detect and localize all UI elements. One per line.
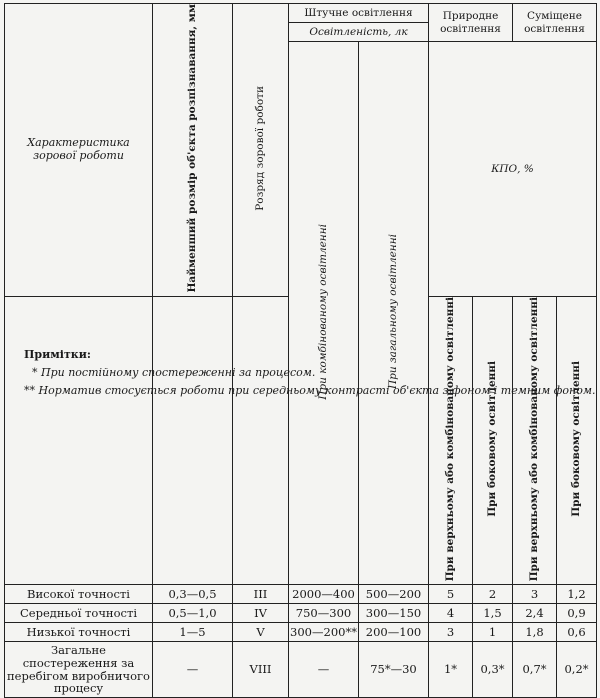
- cell-mix-side: 0,6: [557, 623, 597, 642]
- cell-category: VIII: [233, 642, 289, 698]
- header-blank-category: [233, 296, 289, 585]
- cell-general: 300—150: [359, 604, 429, 623]
- notes-title: Примітки:: [24, 348, 91, 361]
- table-row: [5, 642, 597, 698]
- table-row: [5, 604, 597, 623]
- row-label: Загальне спостереження за перебігом виробничого процесу: [5, 642, 153, 698]
- row-label: Високої точності: [5, 585, 153, 604]
- header-blank-size: [153, 296, 233, 585]
- cell-mix-top: 1,8: [513, 623, 557, 642]
- header-row-1: [5, 4, 597, 23]
- header-kpo: КПО, %: [429, 42, 597, 297]
- cell-general: 500—200: [359, 585, 429, 604]
- header-mix-side: При боковому освітленні: [557, 296, 597, 585]
- cell-nat-top: 5: [429, 585, 473, 604]
- cell-nat-side: 1: [473, 623, 513, 642]
- cell-mix-side: 0,9: [557, 604, 597, 623]
- cell-category: IV: [233, 604, 289, 623]
- header-combined-light: При комбінованому освітленні: [289, 42, 359, 585]
- cell-nat-side: 0,3*: [473, 642, 513, 698]
- header-artificial: Штучне освітлення: [289, 4, 429, 23]
- header-category: Розряд зорової роботи: [233, 4, 289, 297]
- cell-mix-top: 0,7*: [513, 642, 557, 698]
- header-general-light: При загальному освітленні: [359, 42, 429, 585]
- header-mix-top: При верхньому або комбінованому освітленні: [513, 296, 557, 585]
- cell-mix-side: 1,2: [557, 585, 597, 604]
- cell-combined: 750—300: [289, 604, 359, 623]
- table-row: [5, 585, 597, 604]
- cell-nat-top: 3: [429, 623, 473, 642]
- cell-nat-top: 1*: [429, 642, 473, 698]
- cell-combined: —: [289, 642, 359, 698]
- table-row: [5, 623, 597, 642]
- header-natural: Природне освітлення: [429, 4, 513, 42]
- notes-block: [24, 346, 596, 400]
- row-label: Середньої точності: [5, 604, 153, 623]
- note-2: ** Норматив стосується роботи при середньому контрасті об'єкта з фоном і темним фоном.: [24, 384, 596, 397]
- header-characteristic: Характеристика зорової роботи: [5, 4, 153, 297]
- cell-general: 75*—30: [359, 642, 429, 698]
- cell-general: 200—100: [359, 623, 429, 642]
- cell-mix-top: 3: [513, 585, 557, 604]
- cell-nat-side: 2: [473, 585, 513, 604]
- cell-mix-top: 2,4: [513, 604, 557, 623]
- header-nat-top: При верхньому або комбінованому освітленні: [429, 296, 473, 585]
- cell-nat-side: 1,5: [473, 604, 513, 623]
- cell-category: III: [233, 585, 289, 604]
- cell-size: —: [153, 642, 233, 698]
- note-1: * При постійному спостереженні за процесом.: [32, 366, 316, 379]
- cell-mix-side: 0,2*: [557, 642, 597, 698]
- header-blank-char: [5, 296, 153, 585]
- cell-nat-top: 4: [429, 604, 473, 623]
- cell-category: V: [233, 623, 289, 642]
- header-mixed: Суміщене освітлення: [513, 4, 597, 42]
- header-nat-side: При боковому освітленні: [473, 296, 513, 585]
- header-illuminance: Освітленість, лк: [289, 23, 429, 42]
- header-min-size: Найменший розмір об'єкта розпізнавання, мм: [153, 4, 233, 297]
- cell-combined: 2000—400: [289, 585, 359, 604]
- cell-size: 0,3—0,5: [153, 585, 233, 604]
- row-label: Низької точності: [5, 623, 153, 642]
- cell-size: 0,5—1,0: [153, 604, 233, 623]
- cell-size: 1—5: [153, 623, 233, 642]
- cell-combined: 300—200**: [289, 623, 359, 642]
